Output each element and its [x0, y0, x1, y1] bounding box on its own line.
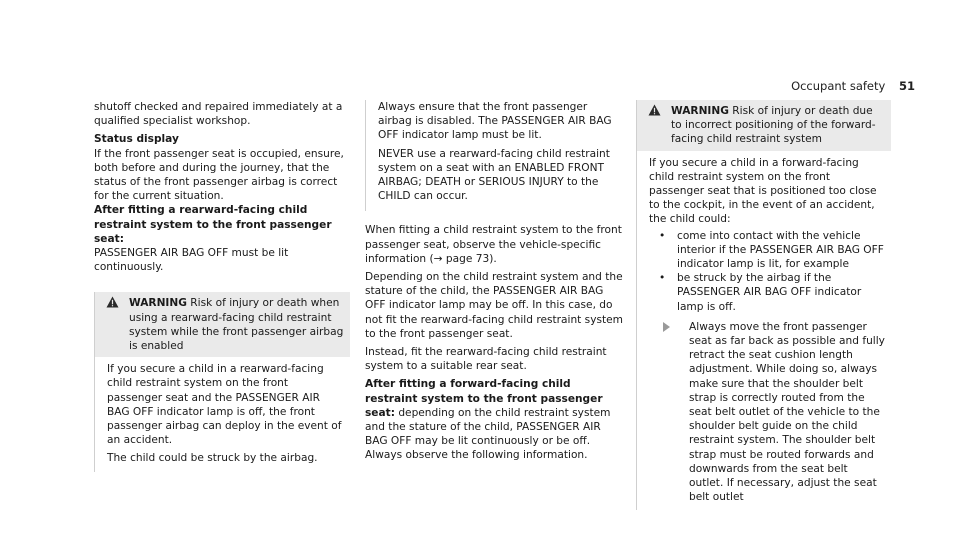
body-paragraph: Instead, fit the rearward-facing child restraint system to a suitable rear seat.	[365, 346, 607, 373]
bullet-list	[649, 229, 885, 314]
list-item: • be struck by the airbag if the PASSENGER AIR BAG OFF indicator lamp is off.	[649, 271, 885, 314]
instruction-step	[649, 320, 885, 505]
warning-box-forward	[636, 100, 891, 510]
step-arrow-icon	[663, 322, 670, 332]
page-number: 51	[898, 79, 915, 93]
status-display-text: If the front passenger seat is occupied, ensure, both before and during the journey, that the status of the front passenger airbag is correct for the current situation.	[94, 147, 344, 203]
body-paragraph: When fitting a child restraint system to the front passenger seat, observe the vehicle-specific information (→ page 73).	[365, 224, 622, 265]
warning-title-bar	[95, 292, 350, 357]
warning-paragraph: Always ensure that the front passenger airbag is disabled. The PASSENGER AIR BAG OFF indicator lamp must be lit.	[378, 101, 612, 142]
page-header	[791, 79, 915, 93]
rearward-fitting-text: PASSENGER AIR BAG OFF must be lit continuously.	[94, 247, 289, 274]
warning-title-bar	[637, 100, 891, 151]
warning-box-continuation	[365, 100, 623, 211]
warning-paragraph: If you secure a child in a rearward-facing child restraint system on the front passenger seat and the PASSENGER AIR BAG OFF indicator lamp is off, the front passenger airbag can deploy in the event of an accident.	[107, 363, 342, 447]
warning-box-rearward	[94, 292, 350, 471]
warning-triangle-icon	[106, 296, 119, 308]
body-paragraph: Depending on the child restraint system and the stature of the child, the PASSENGER AIR BAG OFF indicator lamp may be off. In this case, do not fit the rearward-facing child restraint system to the front passenger seat.	[365, 271, 623, 340]
status-display-heading: Status display	[94, 133, 179, 146]
rearward-fitting-heading: After fitting a rearward-facing child restraint system to the front passenger seat:	[94, 204, 332, 245]
column-2	[365, 100, 623, 463]
list-item: • come into contact with the vehicle interior if the PASSENGER AIR BAG OFF indicator lamp is lit, for example	[649, 229, 885, 272]
intro-text: shutoff checked and repaired immediately at a qualified specialist workshop.	[94, 101, 343, 128]
forward-fitting-text: depending on the child restraint system and the stature of the child, PASSENGER AIR BAG OFF may be lit continuously or be off. Always observe the following information.	[365, 406, 611, 462]
warning-triangle-icon	[648, 104, 661, 116]
warning-paragraph: If you secure a child in a forward-facing child restraint system on the front passenger seat that is positioned too close to the cockpit, in the event of an accident, the child could:	[649, 156, 877, 226]
warning-label: WARNING	[129, 297, 187, 310]
forward-fitting-heading: After fitting a forward-facing child restraint system to the front passenger seat:	[365, 378, 603, 419]
forward-fitting-paragraph	[365, 377, 623, 462]
warning-paragraph: NEVER use a rearward-facing child restraint system on a seat with an ENABLED FRONT AIRBAG; DEATH or SERIOUS INJURY to the CHILD can occur.	[378, 147, 610, 203]
column-3	[636, 100, 891, 510]
warning-paragraph: The child could be struck by the airbag.	[107, 452, 318, 465]
warning-title-text: Risk of injury or death due to incorrect positioning of the forward-facing child restraint system	[671, 105, 876, 146]
warning-label: WARNING	[671, 105, 729, 117]
section-title: Occupant safety	[791, 79, 886, 93]
column-1	[94, 100, 350, 472]
warning-title-text: Risk of injury or death when using a rearward-facing child restraint system while the front passenger airbag is enabled	[129, 297, 344, 353]
step-text: Always move the front passenger seat as far back as possible and fully retract the seat cushion length adjustment. While doing so, always make sure that the shoulder belt strap is correctly routed from the seat belt outlet of the vehicle to the shoulder belt guide on the child restraint system. The shoulder belt strap must be routed forwards and downwards from the seat belt outlet. If necessary, adjust the seat belt outlet	[689, 320, 885, 504]
